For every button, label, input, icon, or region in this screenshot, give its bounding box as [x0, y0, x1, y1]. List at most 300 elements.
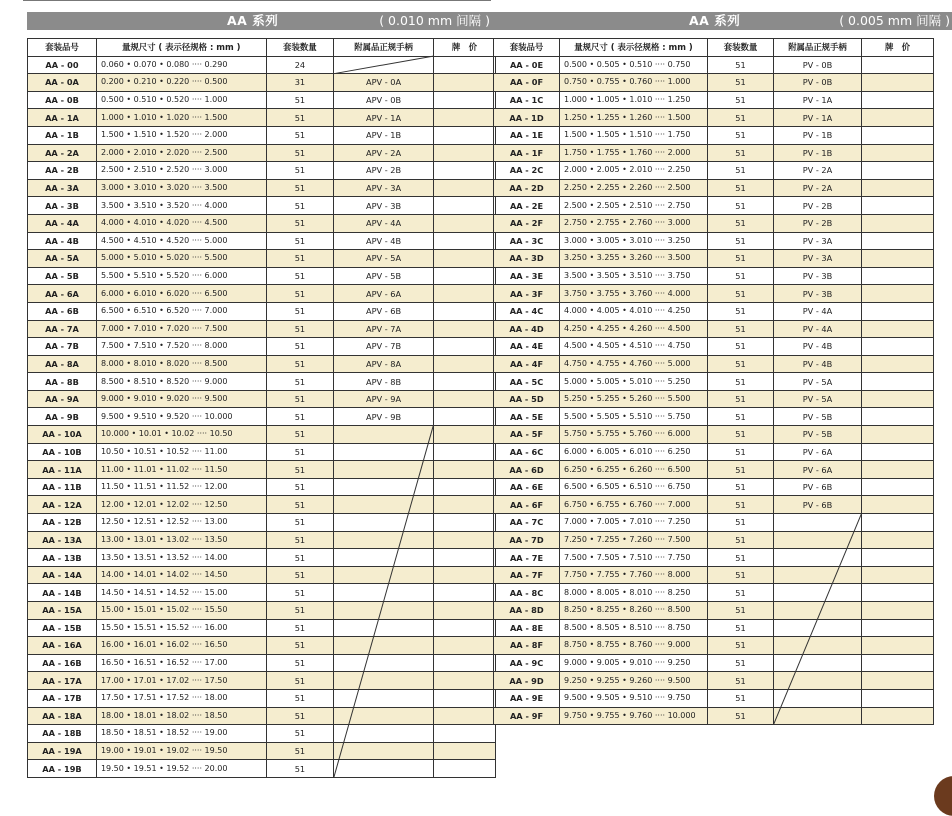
handle-cell: PV - 1B	[774, 144, 862, 162]
price-cell	[862, 637, 934, 655]
table-row	[28, 566, 496, 584]
table-row	[494, 426, 934, 444]
gauge-size-cell: 3.500 • 3.510 • 3.520 ···· 4.000	[96, 197, 266, 215]
set-code-cell: AA - 6C	[494, 443, 560, 461]
table-row	[494, 232, 934, 250]
price-cell	[433, 373, 495, 391]
set-qty-cell: 51	[708, 338, 774, 356]
price-cell	[862, 56, 934, 74]
table-row	[28, 707, 496, 725]
price-cell	[862, 619, 934, 637]
left-panel	[27, 12, 496, 778]
gauge-size-cell: 7.000 • 7.010 • 7.020 ···· 7.500	[96, 320, 266, 338]
gauge-size-cell: 17.50 • 17.51 • 17.52 ···· 18.00	[96, 689, 266, 707]
set-qty-cell: 51	[266, 250, 334, 268]
handle-cell: PV - 5A	[774, 390, 862, 408]
set-qty-cell: 51	[266, 373, 334, 391]
table-row	[494, 584, 934, 602]
gauge-size-cell: 4.250 • 4.255 • 4.260 ···· 4.500	[560, 320, 708, 338]
set-qty-cell: 51	[708, 250, 774, 268]
table-row	[28, 74, 496, 92]
set-qty-cell: 51	[708, 443, 774, 461]
handle-cell: PV - 2B	[774, 197, 862, 215]
set-code-cell: AA - 19A	[28, 742, 97, 760]
price-cell	[862, 478, 934, 496]
price-cell	[862, 373, 934, 391]
set-qty-cell: 51	[266, 232, 334, 250]
table-row	[28, 426, 496, 444]
set-qty-cell: 51	[266, 426, 334, 444]
gauge-size-cell: 19.00 • 19.01 • 19.02 ···· 19.50	[96, 742, 266, 760]
price-cell	[862, 549, 934, 567]
set-qty-cell: 51	[708, 461, 774, 479]
handle-cell: PV - 2A	[774, 179, 862, 197]
set-qty-cell: 24	[266, 56, 334, 74]
table-row	[494, 267, 934, 285]
handle-cell: PV - 1A	[774, 91, 862, 109]
table-row	[494, 355, 934, 373]
table-row	[494, 179, 934, 197]
set-code-cell: AA - 0F	[494, 74, 560, 92]
price-cell	[862, 267, 934, 285]
table-row	[28, 338, 496, 356]
set-code-cell: AA - 2B	[28, 162, 97, 180]
price-cell	[433, 250, 495, 268]
handle-cell: PV - 4B	[774, 355, 862, 373]
handle-cell: APV - 5B	[334, 267, 433, 285]
set-qty-cell: 51	[708, 267, 774, 285]
table-row	[28, 461, 496, 479]
handle-cell	[774, 566, 862, 584]
gauge-size-cell: 17.00 • 17.01 • 17.02 ···· 17.50	[96, 672, 266, 690]
gauge-size-cell: 12.00 • 12.01 • 12.02 ···· 12.50	[96, 496, 266, 514]
gauge-size-cell: 5.000 • 5.005 • 5.010 ···· 5.250	[560, 373, 708, 391]
set-qty-cell: 51	[708, 126, 774, 144]
handle-cell: PV - 6B	[774, 478, 862, 496]
price-cell	[862, 672, 934, 690]
table-row	[494, 126, 934, 144]
set-code-cell: AA - 1C	[494, 91, 560, 109]
handle-cell	[334, 584, 433, 602]
set-qty-cell: 51	[708, 654, 774, 672]
price-cell	[862, 232, 934, 250]
handle-cell: PV - 5A	[774, 373, 862, 391]
set-qty-cell: 51	[708, 214, 774, 232]
gauge-size-cell: 9.000 • 9.005 • 9.010 ···· 9.250	[560, 654, 708, 672]
left-table-header	[28, 39, 496, 57]
set-code-cell: AA - 5D	[494, 390, 560, 408]
handle-cell	[774, 549, 862, 567]
left-interval-note: ( 0.010 mm 间隔 )	[379, 13, 490, 28]
price-cell	[862, 126, 934, 144]
set-code-cell: AA - 18B	[28, 725, 97, 743]
price-cell	[433, 514, 495, 532]
price-cell	[862, 408, 934, 426]
table-row	[494, 443, 934, 461]
set-code-cell: AA - 3A	[28, 179, 97, 197]
gauge-size-cell: 3.000 • 3.010 • 3.020 ···· 3.500	[96, 179, 266, 197]
table-row	[28, 91, 496, 109]
table-row	[28, 390, 496, 408]
table-row	[494, 619, 934, 637]
handle-cell: APV - 4B	[334, 232, 433, 250]
gauge-size-cell: 1.000 • 1.005 • 1.010 ···· 1.250	[560, 91, 708, 109]
handle-cell: APV - 1A	[334, 109, 433, 127]
price-cell	[433, 109, 495, 127]
set-code-cell: AA - 13B	[28, 549, 97, 567]
set-qty-cell: 51	[266, 267, 334, 285]
table-row	[28, 197, 496, 215]
set-code-cell: AA - 7D	[494, 531, 560, 549]
handle-cell: APV - 6A	[334, 285, 433, 303]
set-code-cell: AA - 8D	[494, 602, 560, 620]
handle-cell: APV - 4A	[334, 214, 433, 232]
set-code-cell: AA - 2C	[494, 162, 560, 180]
price-cell	[862, 109, 934, 127]
handle-cell: PV - 3B	[774, 267, 862, 285]
set-qty-cell: 51	[708, 162, 774, 180]
handle-cell	[334, 725, 433, 743]
table-row	[28, 654, 496, 672]
price-cell	[433, 760, 495, 778]
price-cell	[433, 566, 495, 584]
col-header-gauge-size: 量规尺寸 ( 表示径规格 : mm )	[96, 39, 266, 57]
table-row	[494, 56, 934, 74]
gauge-size-cell: 9.000 • 9.010 • 9.020 ···· 9.500	[96, 390, 266, 408]
set-code-cell: AA - 3B	[28, 197, 97, 215]
set-code-cell: AA - 6B	[28, 302, 97, 320]
handle-cell: APV - 5A	[334, 250, 433, 268]
handle-cell: APV - 7B	[334, 338, 433, 356]
gauge-size-cell: 3.000 • 3.005 • 3.010 ···· 3.250	[560, 232, 708, 250]
price-cell	[433, 355, 495, 373]
price-cell	[862, 707, 934, 725]
table-row	[494, 707, 934, 725]
price-cell	[433, 637, 495, 655]
handle-cell	[334, 56, 433, 74]
set-code-cell: AA - 2E	[494, 197, 560, 215]
gauge-size-cell: 8.000 • 8.010 • 8.020 ···· 8.500	[96, 355, 266, 373]
set-code-cell: AA - 12B	[28, 514, 97, 532]
set-code-cell: AA - 7C	[494, 514, 560, 532]
handle-cell: APV - 7A	[334, 320, 433, 338]
right-interval-note: ( 0.005 mm 间隔 )	[839, 13, 950, 28]
set-qty-cell: 51	[266, 707, 334, 725]
set-qty-cell: 31	[266, 74, 334, 92]
set-qty-cell: 51	[266, 162, 334, 180]
set-qty-cell: 51	[266, 742, 334, 760]
price-cell	[433, 654, 495, 672]
handle-cell: PV - 5B	[774, 408, 862, 426]
table-row	[28, 689, 496, 707]
gauge-size-cell: 8.750 • 8.755 • 8.760 ···· 9.000	[560, 637, 708, 655]
price-cell	[433, 390, 495, 408]
handle-cell: PV - 6A	[774, 461, 862, 479]
price-cell	[433, 179, 495, 197]
handle-cell	[334, 602, 433, 620]
price-cell	[433, 742, 495, 760]
col-header-set-code: 套装品号	[28, 39, 97, 57]
table-row	[28, 320, 496, 338]
table-row	[28, 514, 496, 532]
set-code-cell: AA - 5C	[494, 373, 560, 391]
set-code-cell: AA - 1E	[494, 126, 560, 144]
set-qty-cell: 51	[266, 179, 334, 197]
table-row	[28, 602, 496, 620]
price-cell	[433, 478, 495, 496]
set-qty-cell: 51	[266, 654, 334, 672]
handle-cell	[334, 566, 433, 584]
table-row	[494, 250, 934, 268]
set-code-cell: AA - 3E	[494, 267, 560, 285]
col-header-set-code: 套装品号	[494, 39, 560, 57]
table-row	[494, 74, 934, 92]
handle-cell	[334, 443, 433, 461]
price-cell	[433, 707, 495, 725]
price-cell	[433, 320, 495, 338]
price-cell	[862, 514, 934, 532]
gauge-size-cell: 6.000 • 6.010 • 6.020 ···· 6.500	[96, 285, 266, 303]
col-header-price: 牌 价	[433, 39, 495, 57]
set-code-cell: AA - 11A	[28, 461, 97, 479]
set-qty-cell: 51	[266, 338, 334, 356]
price-cell	[862, 197, 934, 215]
gauge-size-cell: 2.500 • 2.505 • 2.510 ···· 2.750	[560, 197, 708, 215]
handle-cell: PV - 3B	[774, 285, 862, 303]
handle-cell	[334, 531, 433, 549]
table-row	[28, 408, 496, 426]
set-qty-cell: 51	[266, 619, 334, 637]
table-row	[28, 302, 496, 320]
set-qty-cell: 51	[266, 478, 334, 496]
handle-cell	[334, 707, 433, 725]
price-cell	[433, 461, 495, 479]
table-row	[28, 531, 496, 549]
set-code-cell: AA - 12A	[28, 496, 97, 514]
set-qty-cell: 51	[266, 144, 334, 162]
gauge-size-cell: 0.750 • 0.755 • 0.760 ···· 1.000	[560, 74, 708, 92]
set-qty-cell: 51	[708, 355, 774, 373]
set-code-cell: AA - 7B	[28, 338, 97, 356]
table-row	[494, 461, 934, 479]
set-code-cell: AA - 9E	[494, 689, 560, 707]
gauge-size-cell: 13.00 • 13.01 • 13.02 ···· 13.50	[96, 531, 266, 549]
handle-cell: PV - 2B	[774, 214, 862, 232]
handle-cell: APV - 2A	[334, 144, 433, 162]
gauge-size-cell: 5.500 • 5.510 • 5.520 ···· 6.000	[96, 267, 266, 285]
right-series-title: AA 系列	[689, 13, 741, 28]
set-qty-cell: 51	[266, 496, 334, 514]
set-code-cell: AA - 17A	[28, 672, 97, 690]
set-qty-cell: 51	[708, 514, 774, 532]
set-qty-cell: 51	[266, 637, 334, 655]
price-cell	[862, 144, 934, 162]
set-code-cell: AA - 4C	[494, 302, 560, 320]
set-code-cell: AA - 4B	[28, 232, 97, 250]
set-qty-cell: 51	[708, 689, 774, 707]
set-code-cell: AA - 6D	[494, 461, 560, 479]
table-row	[28, 619, 496, 637]
set-code-cell: AA - 15A	[28, 602, 97, 620]
handle-cell	[774, 637, 862, 655]
gauge-size-cell: 3.500 • 3.505 • 3.510 ···· 3.750	[560, 267, 708, 285]
gauge-size-cell: 4.500 • 4.510 • 4.520 ···· 5.000	[96, 232, 266, 250]
price-cell	[862, 250, 934, 268]
right-table-body	[494, 56, 934, 725]
price-cell	[433, 56, 495, 74]
set-code-cell: AA - 5F	[494, 426, 560, 444]
table-row	[494, 91, 934, 109]
set-qty-cell: 51	[708, 584, 774, 602]
price-cell	[862, 531, 934, 549]
table-row	[28, 478, 496, 496]
handle-cell	[774, 584, 862, 602]
table-row	[28, 179, 496, 197]
price-cell	[433, 689, 495, 707]
price-cell	[862, 461, 934, 479]
handle-cell: PV - 0B	[774, 56, 862, 74]
set-code-cell: AA - 6E	[494, 478, 560, 496]
set-code-cell: AA - 14A	[28, 566, 97, 584]
set-code-cell: AA - 8E	[494, 619, 560, 637]
handle-cell	[334, 619, 433, 637]
set-code-cell: AA - 7F	[494, 566, 560, 584]
gauge-size-cell: 1.500 • 1.505 • 1.510 ···· 1.750	[560, 126, 708, 144]
set-qty-cell: 51	[266, 109, 334, 127]
set-qty-cell: 51	[708, 707, 774, 725]
handle-cell: APV - 6B	[334, 302, 433, 320]
handle-cell: APV - 3B	[334, 197, 433, 215]
set-qty-cell: 51	[266, 443, 334, 461]
set-code-cell: AA - 19B	[28, 760, 97, 778]
set-code-cell: AA - 0A	[28, 74, 97, 92]
set-qty-cell: 51	[708, 672, 774, 690]
set-code-cell: AA - 9A	[28, 390, 97, 408]
handle-cell: APV - 3A	[334, 179, 433, 197]
set-qty-cell: 51	[708, 144, 774, 162]
col-header-set-qty: 套装数量	[266, 39, 334, 57]
set-code-cell: AA - 7A	[28, 320, 97, 338]
set-code-cell: AA - 11B	[28, 478, 97, 496]
price-cell	[433, 144, 495, 162]
set-qty-cell: 51	[266, 672, 334, 690]
left-series-title: AA 系列	[227, 13, 279, 28]
price-cell	[433, 162, 495, 180]
table-row	[28, 355, 496, 373]
gauge-size-cell: 6.000 • 6.005 • 6.010 ···· 6.250	[560, 443, 708, 461]
handle-cell: APV - 9A	[334, 390, 433, 408]
gauge-size-cell: 9.500 • 9.510 • 9.520 ···· 10.000	[96, 408, 266, 426]
gauge-size-cell: 6.750 • 6.755 • 6.760 ···· 7.000	[560, 496, 708, 514]
gauge-size-cell: 10.000 • 10.01 • 10.02 ···· 10.50	[96, 426, 266, 444]
gauge-size-cell: 16.50 • 16.51 • 16.52 ···· 17.00	[96, 654, 266, 672]
price-cell	[433, 126, 495, 144]
price-cell	[433, 602, 495, 620]
set-qty-cell: 51	[266, 214, 334, 232]
table-row	[494, 478, 934, 496]
set-code-cell: AA - 16B	[28, 654, 97, 672]
set-code-cell: AA - 8F	[494, 637, 560, 655]
set-qty-cell: 51	[266, 725, 334, 743]
set-qty-cell: 51	[266, 531, 334, 549]
table-row	[28, 144, 496, 162]
table-row	[28, 126, 496, 144]
set-code-cell: AA - 9F	[494, 707, 560, 725]
table-row	[494, 390, 934, 408]
price-cell	[433, 496, 495, 514]
handle-cell: PV - 3A	[774, 250, 862, 268]
set-code-cell: AA - 3D	[494, 250, 560, 268]
right-table-header	[494, 39, 934, 57]
set-code-cell: AA - 4A	[28, 214, 97, 232]
handle-cell: PV - 4A	[774, 302, 862, 320]
set-code-cell: AA - 10A	[28, 426, 97, 444]
gauge-size-cell: 4.750 • 4.755 • 4.760 ···· 5.000	[560, 355, 708, 373]
price-cell	[862, 426, 934, 444]
price-cell	[862, 338, 934, 356]
set-qty-cell: 51	[266, 602, 334, 620]
table-row	[28, 232, 496, 250]
price-cell	[433, 302, 495, 320]
table-row	[494, 338, 934, 356]
set-code-cell: AA - 3F	[494, 285, 560, 303]
set-code-cell: AA - 2D	[494, 179, 560, 197]
handle-cell	[774, 619, 862, 637]
table-row	[28, 56, 496, 74]
handle-cell	[334, 514, 433, 532]
handle-cell: PV - 4A	[774, 320, 862, 338]
price-cell	[433, 91, 495, 109]
gauge-size-cell: 7.000 • 7.005 • 7.010 ···· 7.250	[560, 514, 708, 532]
set-qty-cell: 51	[708, 320, 774, 338]
handle-cell: PV - 6B	[774, 496, 862, 514]
price-cell	[862, 355, 934, 373]
gauge-size-cell: 7.500 • 7.510 • 7.520 ···· 8.000	[96, 338, 266, 356]
gauge-size-cell: 9.500 • 9.505 • 9.510 ···· 9.750	[560, 689, 708, 707]
gauge-size-cell: 9.750 • 9.755 • 9.760 ···· 10.000	[560, 707, 708, 725]
set-code-cell: AA - 18A	[28, 707, 97, 725]
gauge-size-cell: 18.00 • 18.01 • 18.02 ···· 18.50	[96, 707, 266, 725]
table-row	[28, 725, 496, 743]
handle-cell: APV - 8A	[334, 355, 433, 373]
table-row	[494, 514, 934, 532]
price-cell	[433, 214, 495, 232]
price-cell	[433, 338, 495, 356]
gauge-size-cell: 2.000 • 2.005 • 2.010 ···· 2.250	[560, 162, 708, 180]
handle-cell	[334, 654, 433, 672]
set-code-cell: AA - 4D	[494, 320, 560, 338]
handle-cell	[334, 760, 433, 778]
gauge-size-cell: 6.500 • 6.505 • 6.510 ···· 6.750	[560, 478, 708, 496]
set-qty-cell: 51	[708, 408, 774, 426]
set-code-cell: AA - 1D	[494, 109, 560, 127]
set-code-cell: AA - 6A	[28, 285, 97, 303]
set-code-cell: AA - 00	[28, 56, 97, 74]
gauge-size-cell: 13.50 • 13.51 • 13.52 ···· 14.00	[96, 549, 266, 567]
table-row	[28, 250, 496, 268]
gauge-size-cell: 8.000 • 8.005 • 8.010 ···· 8.250	[560, 584, 708, 602]
table-row	[28, 214, 496, 232]
gauge-size-cell: 2.750 • 2.755 • 2.760 ···· 3.000	[560, 214, 708, 232]
gauge-size-cell: 18.50 • 18.51 • 18.52 ···· 19.00	[96, 725, 266, 743]
set-code-cell: AA - 10B	[28, 443, 97, 461]
set-code-cell: AA - 2F	[494, 214, 560, 232]
set-qty-cell: 51	[708, 426, 774, 444]
set-qty-cell: 51	[708, 373, 774, 391]
handle-cell	[334, 461, 433, 479]
set-qty-cell: 51	[266, 390, 334, 408]
gauge-size-cell: 2.000 • 2.010 • 2.020 ···· 2.500	[96, 144, 266, 162]
